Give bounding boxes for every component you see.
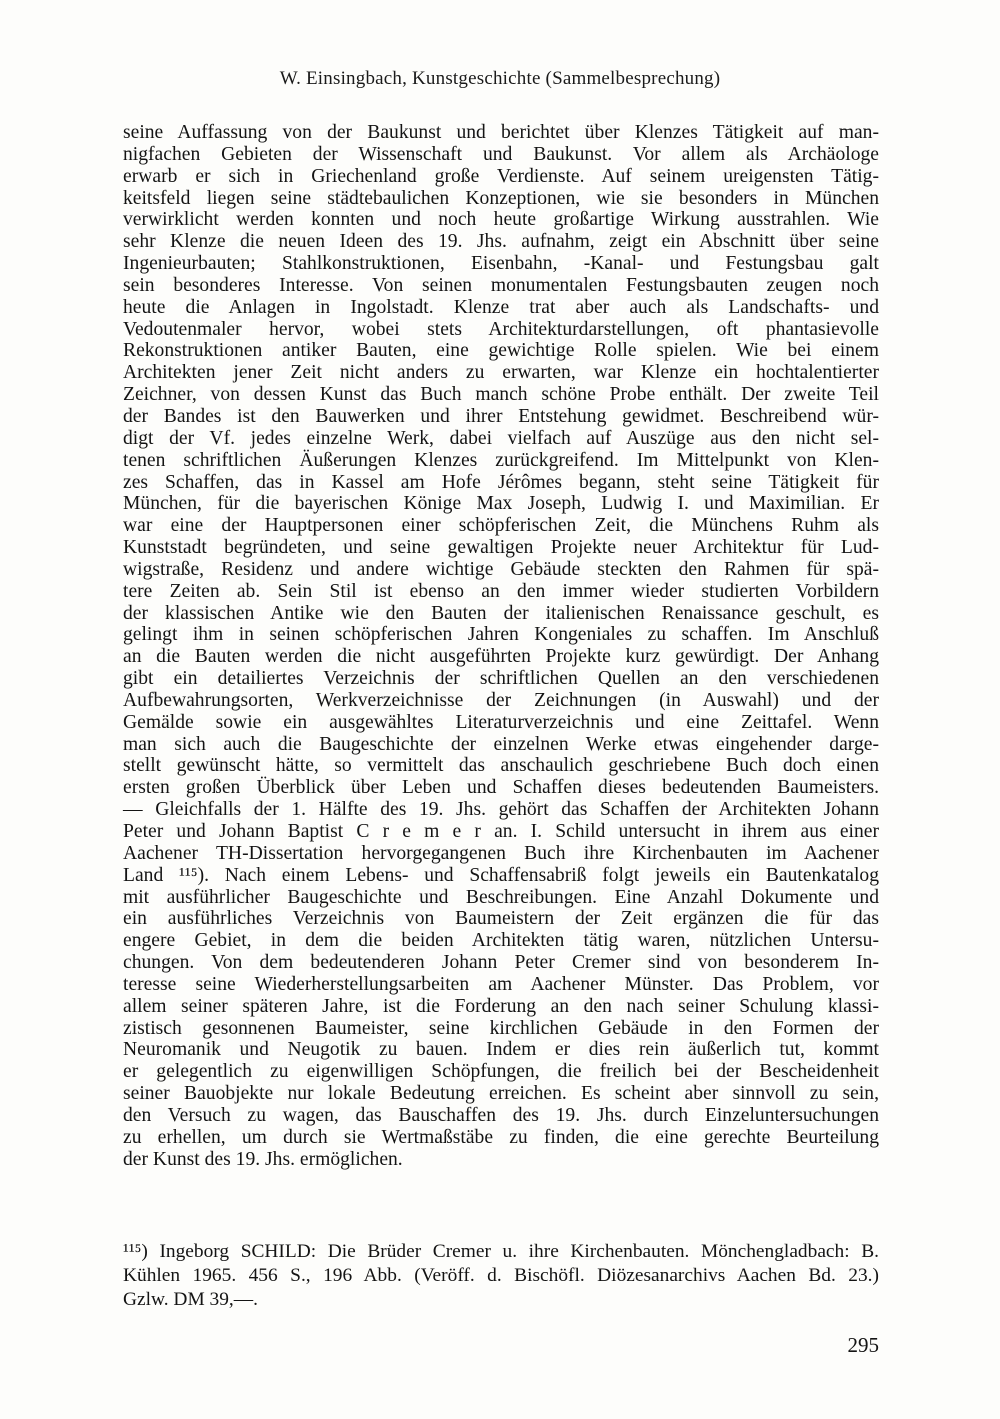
body-line: ersten großen Überblick über Leben und Schaffen dieses bedeutenden Baumeisters. (123, 777, 879, 799)
body-line: Ingenieurbauten; Stahlkonstruktionen, Eisenbahn, -Kanal- und Festungsbau galt (123, 253, 879, 275)
body-line: engere Gebiet, in dem die beiden Architekten tätig waren, nützlichen Untersu- (123, 930, 879, 952)
body-line: Architekten jener Zeit nicht anders zu erwarten, war Klenze ein hochtalentierter (123, 362, 879, 384)
footnote-line: ¹¹⁵) Ingeborg SCHILD: Die Brüder Cremer u. ihre Kirchenbauten. Mönchengladbach: B. (123, 1241, 879, 1262)
footnote (123, 1240, 879, 1312)
body-line: war eine der Hauptpersonen einer schöpferischen Zeit, die Münchens Ruhm als (123, 515, 879, 537)
body-line: zu erhellen, um durch sie Wertmaßstäbe zu finden, die eine gerechte Beurteilung (123, 1126, 879, 1148)
body-line: Aachener TH-Dissertation hervorgegangenen Buch ihre Kirchenbauten im Aachener (123, 842, 879, 864)
body-line: der klassischen Antike wie den Bauten der italienischen Renaissance geschult, es (123, 602, 879, 624)
body-line: gelingt ihm in seinen schöpferischen Jahren Kongeniales zu schaffen. Im Anschluß (123, 624, 879, 646)
body-line: er gelegentlich zu eigenwilligen Schöpfungen, die freilich bei der Bescheidenheit (123, 1061, 879, 1083)
page-number: 295 (847, 1333, 879, 1357)
body-line: Gemälde sowie ein ausgewähltes Literaturverzeichnis und eine Zeittafel. Wenn (123, 711, 879, 733)
body-line: tere Zeiten ab. Sein Stil ist ebenso an den immer wieder studierten Vorbildern (123, 580, 879, 602)
body-line: Neuromanik und Neugotik zu bauen. Indem er dies rein äußerlich tut, kommt (123, 1039, 879, 1061)
body-line: München, für die bayerischen Könige Max Joseph, Ludwig I. und Maximilian. Er (123, 493, 879, 515)
running-head: W. Einsingbach, Kunstgeschichte (Sammelbesprechung) (279, 68, 721, 89)
body-line: tenen schriftlichen Äußerungen Klenzes zurückgreifend. Im Mittelpunkt von Klen- (123, 449, 879, 471)
footnote-line: Kühlen 1965. 456 S., 196 Abb. (Veröff. d. Bischöfl. Diözesanarchivs Aachen Bd. 23.) (123, 1265, 879, 1286)
body-line: der Bandes ist den Bauwerken und ihrer Entstehung gewidmet. Beschreibend wür- (123, 405, 879, 427)
body-line: seine Auffassung von der Baukunst und berichtet über Klenzes Tätigkeit auf man- (123, 122, 879, 143)
footnote-line: Gzlw. DM 39,—. (123, 1289, 259, 1310)
body-text (123, 122, 879, 1171)
body-line: wigstraße, Residenz und andere wichtige Gebäude steckten den Rahmen für spä- (123, 558, 879, 580)
body-line: an die Bauten werden die nicht ausgeführten Projekte kurz gewürdigt. Der Anhang (123, 646, 879, 668)
body-line: keitsfeld liegen seine städtebaulichen Konzeptionen, wie sie besonders in München (123, 187, 879, 209)
body-line: heute die Anlagen in Ingolstadt. Klenze trat aber auch als Landschafts- und (123, 296, 879, 318)
body-line: sein besonderes Interesse. Von seinen monumentalen Festungsbauten zeugen noch (123, 274, 879, 296)
body-line: Kunststadt begründeten, und seine gewaltigen Projekte neuer Architektur für Lud- (123, 537, 879, 559)
body-line: chungen. Von dem bedeutenderen Johann Peter Cremer sind von besonderem In- (123, 952, 879, 974)
body-line: man sich auch die Baugeschichte der einzelnen Werke etwas eingehender darge- (123, 733, 879, 755)
body-line: zes Schaffen, das in Kassel am Hofe Jérômes begann, steht seine Tätigkeit für (123, 471, 879, 493)
body-line: allem seiner späteren Jahre, ist die Forderung an den nach seiner Schulung klassi- (123, 995, 879, 1017)
body-line: mit ausführlicher Baugeschichte und Beschreibungen. Eine Anzahl Dokumente und (123, 886, 879, 908)
body-line: Zeichner, von dessen Kunst das Buch manch schöne Probe enthält. Der zweite Teil (123, 384, 879, 406)
body-line: gibt ein detailiertes Verzeichnis der schriftlichen Quellen an den verschiedenen (123, 668, 879, 690)
body-line: Aufbewahrungsorten, Werkverzeichnisse der Zeichnungen (in Auswahl) und der (123, 689, 879, 711)
body-line: den Versuch zu wagen, das Bauschaffen des 19. Jhs. durch Einzeluntersuchungen (123, 1104, 879, 1126)
body-line: — Gleichfalls der 1. Hälfte des 19. Jhs. gehört das Schaffen der Architekten Johann (123, 799, 879, 821)
body-line: erwarb er sich in Griechenland große Verdienste. Auf seinem ureigensten Tätig- (123, 165, 879, 187)
body-line: teresse seine Wiederherstellungsarbeiten am Aachener Münster. Das Problem, vor (123, 973, 879, 995)
body-line: verwirklicht werden konnten und noch heute großartige Wirkung ausstrahlen. Wie (123, 209, 879, 231)
body-line: Peter und Johann Baptist C r e m e r an. I. Schild untersucht in ihrem aus einer (123, 821, 879, 842)
body-line: Rekonstruktionen antiker Bauten, eine gewichtige Rolle spielen. Wie bei einem (123, 340, 879, 362)
body-line: sehr Klenze die neuen Ideen des 19. Jhs. aufnahm, zeigt ein Abschnitt über seine (123, 231, 879, 253)
body-line: der Kunst des 19. Jhs. ermöglichen. (123, 1148, 403, 1170)
body-line: stellt gewünscht hätte, so vermittelt das anschaulich geschriebene Buch doch einen (123, 755, 879, 777)
body-line: Vedoutenmaler hervor, wobei stets Architekturdarstellungen, oft phantasievolle (123, 318, 879, 340)
body-line: zistisch gesonnenen Baumeister, seine kirchlichen Gebäude in den Formen der (123, 1017, 879, 1039)
body-line: digt der Vf. jedes einzelne Werk, dabei vielfach auf Auszüge aus den nicht sel- (123, 427, 879, 449)
body-line: Land ¹¹⁵). Nach einem Lebens- und Schaffensabriß folgt jeweils ein Bautenkatalog (123, 864, 879, 886)
body-line: nigfachen Gebieten der Wissenschaft und Baukunst. Vor allem als Archäologe (123, 143, 879, 165)
body-line: ein ausführliches Verzeichnis von Baumeistern der Zeit ergänzen die für das (123, 908, 879, 930)
body-line: seiner Bauobjekte nur lokale Bedeutung erreichen. Es scheint aber sinnvoll zu sein, (123, 1083, 879, 1105)
